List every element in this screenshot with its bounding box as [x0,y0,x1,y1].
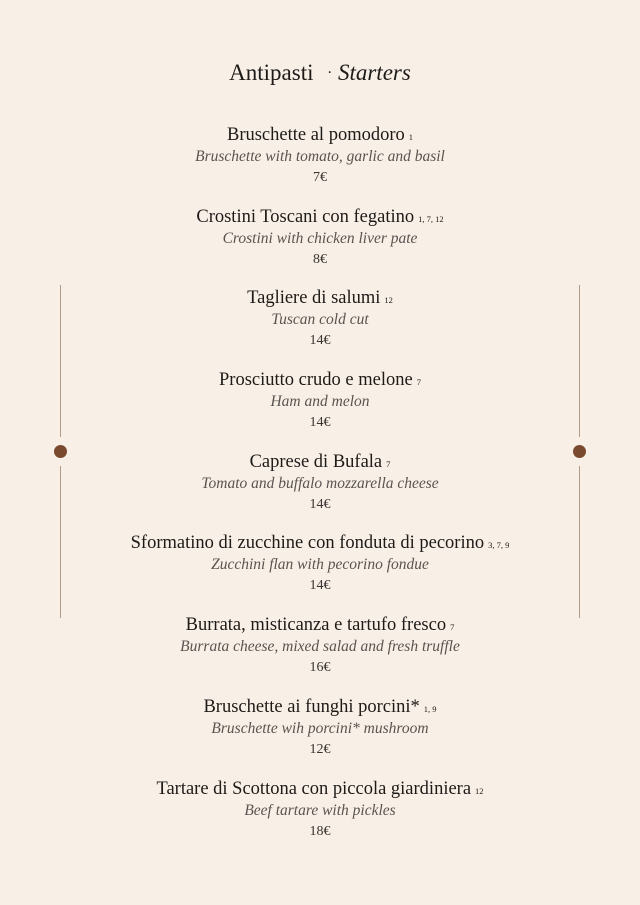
menu-item [0,531,640,613]
menu-item [0,777,640,859]
item-description: Burrata cheese, mixed salad and fresh truffle [180,638,460,656]
item-name-line [0,531,640,555]
item-name: Bruschette al pomodoro [226,125,405,145]
item-name: Tartare di Scottona con piccola giardiniera [156,778,472,799]
item-price: 8€ [313,251,327,267]
menu-item [0,695,640,777]
item-price: 14€ [309,496,331,512]
menu-items [0,123,640,858]
item-allergens: 1, 9 [423,703,437,714]
item-name: Bruschette ai funghi porcini* [203,696,420,717]
item-description: Ham and melon [270,393,370,411]
item-name: Sformatino di zucchine con fonduta di pecorino [130,533,485,554]
item-name-line [0,777,640,801]
section-header [0,58,640,91]
menu-item [0,123,640,205]
title-separator: · [327,65,332,81]
item-name: Crostini Toscani con fegatino [196,206,415,227]
item-price: 7€ [313,170,327,185]
item-allergens: 3, 7, 9 [488,540,510,551]
item-name-line [0,368,640,392]
item-price: 12€ [309,741,331,757]
menu-item [0,613,640,695]
item-price: 14€ [309,415,331,431]
item-name: Prosciutto crudo e melone [219,370,413,391]
item-name-line [0,123,640,147]
menu-item [0,205,640,287]
section-title-italian: Antipasti [229,60,314,85]
item-description: Zucchini flan with pecorino fondue [211,556,429,574]
item-price: 18€ [309,823,331,839]
menu-item [0,368,640,450]
item-name-line [0,205,640,229]
item-allergens: 7 [416,377,421,388]
item-allergens: 1 [408,132,413,142]
item-description: Bruschette with tomato, garlic and basil [195,148,445,165]
item-allergens: 1, 7, 12 [418,213,444,224]
menu-item [0,450,640,532]
menu-item [0,286,640,368]
item-description: Crostini with chicken liver pate [222,229,418,247]
item-name-line [0,695,640,719]
item-allergens: 7 [386,458,391,469]
item-description: Tomato and buffalo mozzarella cheese [201,474,439,492]
item-name-line [0,613,640,637]
item-description: Tuscan cold cut [271,311,369,329]
item-allergens: 12 [475,785,484,796]
item-name: Tagliere di salumi [247,288,381,309]
section-title-english: Starters [337,60,411,85]
item-price: 16€ [309,660,331,676]
item-price: 14€ [309,578,331,594]
item-allergens: 12 [384,295,393,306]
item-name: Caprese di Bufala [249,451,383,472]
item-allergens: 7 [450,622,455,633]
item-name-line [0,450,640,474]
item-description: Beef tartare with pickles [244,801,396,819]
item-description: Bruschette wih porcini* mushroom [211,719,429,737]
item-name: Burrata, misticanza e tartufo fresco [185,615,447,636]
item-price: 14€ [309,333,331,349]
item-name-line [0,286,640,310]
